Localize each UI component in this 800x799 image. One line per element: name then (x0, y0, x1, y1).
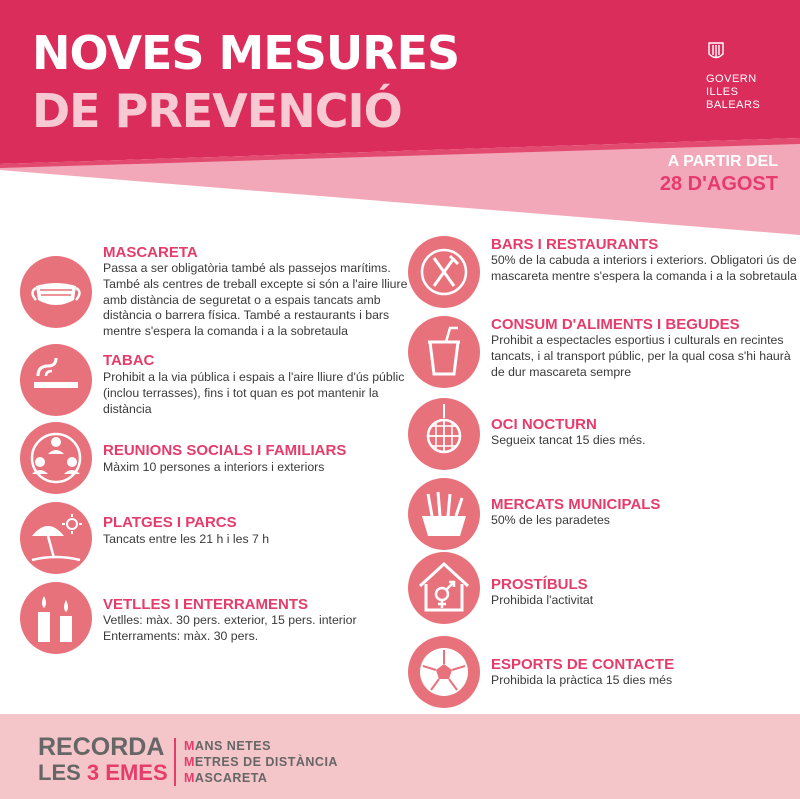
effective-date (660, 152, 778, 196)
coat-of-arms-icon (708, 42, 724, 62)
date-prefix: A PARTIR DEL (667, 153, 778, 170)
measure-title: ESPORTS DE CONTACTE (491, 656, 675, 673)
footer-les: LES (38, 760, 81, 785)
measure-title: MASCARETA (103, 244, 198, 261)
mask-icon (20, 256, 92, 328)
candles-icon (20, 582, 92, 654)
footer-3emes-highlight: 3 EMES (86, 760, 168, 785)
govern-illes-balears-logo (706, 42, 786, 112)
measure-title: TABAC (103, 352, 155, 369)
measure-title: MERCATS MUNICIPALS (491, 496, 661, 513)
measure-title: BARS I RESTAURANTS (491, 236, 659, 253)
measure-description: Tancats entre les 21 h i les 7 h (103, 532, 270, 546)
measure-description: 50% de la cabuda a interiors i exteriors. Obligatori ús de mascareta mentre s'espera la comanda i a la sobretaula (491, 253, 797, 283)
soccer-ball-icon (408, 636, 480, 708)
measure-description: Prohibida l'activitat (491, 593, 594, 607)
date-value: 28 D'AGOST (659, 173, 778, 195)
measure-description: Prohibit a la via pública i espais a l'aire lliure d'ús públic (inclou terrasses), fins i tot quan es pot mantenir la distància (103, 370, 405, 416)
page-title-line-1: NOVES MESURES (32, 26, 460, 80)
footer-item-metres-distancia: METRES DE DISTÀNCIA (184, 755, 338, 769)
measure-title: PLATGES I PARCS (103, 514, 237, 531)
cutlery-icon (408, 236, 480, 308)
measure-description: 50% de les paradetes (491, 513, 610, 527)
footer-emes-list (184, 738, 338, 786)
measure-title: OCI NOCTURN (491, 416, 597, 433)
drink-cup-icon (408, 316, 480, 388)
measure-description: Vetlles: màx. 30 pers. exterior, 15 pers. interior Enterraments: màx. 30 pers. (103, 613, 357, 643)
people-group-icon (20, 422, 92, 494)
market-basket-icon (408, 478, 480, 550)
footer-item-mans-netes: MANS NETES (184, 739, 271, 753)
logo-text-govern: GOVERN (706, 73, 757, 85)
footer-reminder (0, 714, 800, 799)
house-gender-icon (408, 552, 480, 624)
footer-recorda: RECORDA (38, 733, 165, 761)
logo-text-balears: BALEARS (706, 99, 761, 111)
measure-title: PROSTÍBULS (491, 576, 588, 593)
footer-3-emes (38, 761, 168, 785)
page-title-line-2: DE PREVENCIÓ (32, 84, 402, 138)
beach-umbrella-icon (20, 502, 92, 574)
disco-ball-icon (408, 398, 480, 470)
cigarette-icon (20, 344, 92, 416)
measure-title: VETLLES I ENTERRAMENTS (103, 596, 309, 613)
footer-divider (174, 738, 176, 786)
measure-description: Segueix tancat 15 dies més. (491, 433, 646, 447)
logo-text-illes: ILLES (706, 86, 739, 98)
measure-description: Màxim 10 persones a interiors i exteriors (103, 460, 325, 474)
measure-title: REUNIONS SOCIALS I FAMILIARS (103, 442, 347, 459)
measure-description: Prohibit a espectacles esportius i culturals en recintes tancats, i al transport públic, per la qual cosa s'hi haurà de dur mascareta sempre (491, 333, 791, 379)
footer-item-mascareta: MASCARETA (184, 771, 268, 785)
measure-description: Passa a ser obligatòria també als passejos marítims. També als centres de treball excepte si són a l'aire lliure amb distància de seguretat o a espais tancats amb distància o barrera física. També a restaurants i bars mentre s'espera la comanda i a la sobretaula (103, 261, 408, 339)
measure-description: Prohibida la pràctica 15 dies més (491, 673, 673, 687)
measure-title: CONSUM D'ALIMENTS I BEGUDES (491, 316, 740, 333)
